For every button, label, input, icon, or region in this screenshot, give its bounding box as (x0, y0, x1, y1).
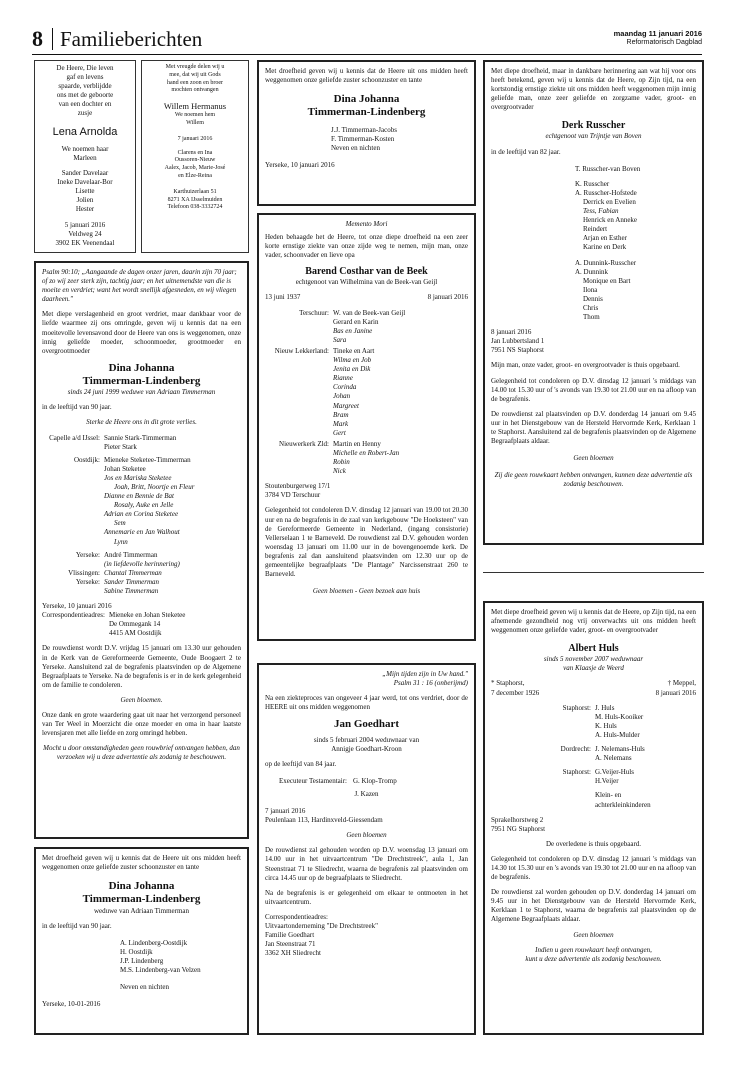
albert-born-place: * Staphorst, (491, 679, 525, 688)
dina1-psalm-quote: Psalm 90:10; „Aangaande de dagen onzer jaren, daarin zijn 70 jaar; of zo wij zeer sterk zijn, tachtig jaar; en het uitnemendste van die is moeite en verdriet; want het wordt snellijk afgesneden, en wij vliegen daarheen." (42, 268, 237, 304)
albert-family: Staphorst: J. Huls M. Huls-Kooiker K. Huls A. Huls-Mulder Dordrecht: J. Nelemans-Huls A. Nelemans Staphorst: G.Veijer-Huls H.Veijer Klein- en achterkleinkinderen (560, 703, 651, 809)
notice-dina-timmerman-lindenberg-family: Met droefheid geven wij u kennis dat de Heere uit ons midden heeft weggenomen onze geliefde zuster schoonzuster en tante Dina Johanna Timmerman-Lindenberg weduwe van Adriaan Timmerman in de leeftijd van 90 jaar. A. Lindenberg-Oostdijk H. Oostdijk J.P. Lindenberg M.S. Lindenberg-van Velzen Neven en nichten Yerseke, 10-01-2016 (34, 847, 249, 1035)
dina3-signers: A. Lindenberg-Oostdijk H. Oostdijk J.P. Lindenberg M.S. Lindenberg-van Velzen (120, 938, 201, 975)
dina2-signers: J.J. Timmerman-Jacobs F. Timmerman-Kosten Neven en nichten (331, 125, 397, 152)
dina1-intro: Met diepe verslagenheid en groot verdriet, maar dankbaar voor de liefde waarmee zij ons omringde, geven wij u kennis dat na een moeitevolle levensavond door de Heere van ons is weggenomen, onze innig geliefde moeder, schoonmoeder, grootmoeder en overgrootmoeder (42, 310, 241, 355)
dina1-correspondence: Correspondentieadres: Mieneke en Johan Steketee De Ommegank 14 4415 AM Oostdijk (42, 611, 186, 638)
derk-address: 8 januari 2016 Jan Lubbertsland 1 7951 NS Staphorst (491, 328, 545, 355)
jan-address: 7 januari 2016 Peulenlaan 113, Hardinxveld-Giessendam (265, 807, 383, 825)
page-number: 8 (32, 26, 43, 51)
dina3-name: Dina Johanna Timmerman-Lindenberg (82, 880, 201, 906)
albert-name: Albert Huls (568, 643, 619, 655)
notice-derk-russcher: Met diepe droefheid, maar in dankbare herinnering aan wat hij voor ons heeft betekend, geven wij u kennis dat de Heere, op Zijn tijd, na een kortstondig ernstige ziekte uit ons midden heeft weggenomen mijn innig geliefde man, onze zeer geliefde en zorgzame vader, groot- en overgrootvader Derk Russcher echtgenoot van Trijntje van Boven in de leeftijd van 82 jaar. T. Russcher-van Boven K. Russcher A. Russcher-Hofstede Derrick en Evelien Tess, Fabian Henrick en Anneke Reindert Arjan en Esther Karine en Derk A. Dunnink-Russcher A. Dunnink Monique en Bart Ilona Dennis Chris Thom 8 januari 2016 Jan Lubbertsland 1 7951 NS Staphorst Mijn man, onze vader, groot- en overgrootvader is thuis opgebaard. Gelegenheid tot condoleren op D.V. dinsdag 12 januari 's middags van 14.00 tot 15.30 uur of 's avonds van 19.30 tot 21.00 uur en na afloop van de begrafenis. De rouwdienst zal plaatsvinden op D.V. donderdag 14 januari om 9.45 uur in het Dienstgebouw van de Hersteld Hervormde Kerk, Kerklaan 1 te Staphorst. Aansluitend zal de begrafenis plaatsvinden op de Algemene Begraafplaats aldaar. Geen bloemen Zij die geen rouwkaart hebben ontvangen, kunnen deze advertentie als zodanig beschouwen. (483, 60, 704, 545)
notice-birth-willem: Met vreugde delen wij u mee, dat wij uit Gods hand een zoon en broer mochten ontvangen Willem Hermanus We noemen hem Willem 7 januari 2016 Clarens en Ina Oussoren-Nieuw Aalex, Jacob, Marie-José en Elze-Reina Karthuizerlaan 51 8271 XA IJsselmuiden Telefoon 038-3332724 (141, 60, 249, 253)
barend-family: Terschuur: W. van de Beek-van Geijl Gerard en Karin Bas en Janine Sara Nieuw Lekkerland: Tineke en Aart Wilma en Job Jenita en Dik Rianne Corinda Johan Margreet Bram Mark Gert Nieuwerkerk Zld: Martin en Henny Michelle en Robert-Jan Robin Nick (274, 308, 406, 476)
willem-name: Willem Hermanus (163, 101, 227, 112)
issue-date: maandag 11 januari 2016 (613, 29, 702, 38)
notice-dina-timmerman-siblings: Met droefheid geven wij u kennis dat de Heere uit ons midden heeft weggenomen onze geliefde zuster schoonzuster en tante Dina Johanna Timmerman-Lindenberg J.J. Timmerman-Jacobs F. Timmerman-Kosten Neven en nichten Yerseke, 10 januari 2016 (257, 60, 476, 206)
header-separator (52, 28, 53, 50)
notice-albert-huls: Met diepe droefheid geven wij u kennis dat de Heere, op Zijn tijd, na een afnemende gezondheid nog vrij onverwachts uit ons midden heeft weggenomen onze geliefde vader, groot- en overgrootvader Albert Huls sinds 5 november 2007 weduwnaar van Klaasje de Weerd * Staphorst, 7 december 1926 † Meppel, 8 januari 2016 Staphorst: J. Huls M. Huls-Kooiker K. Huls A. Huls-Mulder Dordrecht: J. Nelemans-Huls A. Nelemans Staphorst: G.Veijer-Huls H.Veijer Klein- en achterkleinkinderen Sprakelhorstweg 2 7951 NG Staphorst De overledene is thuis opgebaard. Gelegenheid tot condoleren op D.V. dinsdag 12 januari 's middags van 14.30 tot 15.30 uur en 's avonds van 19.30 tot 21.00 uur en na afloop van de begrafenis. De rouwdienst zal worden gehouden op D.V. donderdag 14 januari om 9.45 uur in het Dienstgebouw van de Hersteld Hervormde Kerk, Kerklaan 1 te Staphorst, waarna de begrafenis zal plaatsvinden op de Algemene Begraafplaats aldaar. Geen bloemen Indien u geen rouwkaart heeft ontvangen, kunt u deze advertentie als zodanig beschouwen. (483, 601, 704, 1035)
derk-name: Derk Russcher (561, 120, 626, 132)
willem-intro: Met vreugde delen wij u mee, dat wij uit Gods hand een zoon en broer mochten ontvangen (165, 64, 225, 94)
barend-address: Stoutenburgerweg 17/1 3784 VD Terschuur (265, 482, 331, 500)
notice-jan-goedhart: „Mijn tijden zijn in Uw hand." Psalm 31 : 16 (onberijmd) Na een ziekteproces van ongeveer 4 jaar werd, tot ons verdriet, door de HEERE uit ons midden weggenomen Jan Goedhart sinds 5 februari 2004 weduwnaar van Annigje Goedhart-Kroon op de leeftijd van 84 jaar. Executeur Testamentair: G. Klop-Tromp J. Kazen 7 januari 2016 Peulenlaan 113, Hardinxveld-Giessendam Geen bloemen De rouwdienst zal gehouden worden op D.V. woensdag 13 januari om 14.00 uur in het uitvaartcentrum "De Drechtstreek", aula 1, Jan Steenstraat 71 te Sliedrecht, waarna de begrafenis zal plaatsvinden om circa 14.45 uur op de begraafplaats te Sliedrecht. Na de begrafenis is er gelegenheid om elkaar te ontmoeten in het uitvaartcentrum. Correspondentieadres: Uitvaartonderneming "De Drechtstreek" Familie Goedhart Jan Steenstraat 71 3362 XH Sliedrecht (257, 663, 476, 1035)
dina2-name: Dina Johanna Timmerman-Lindenberg (307, 93, 426, 119)
lena-parents: Sander Davelaar Ineke Davelaar-Bor Lisette Jolien Hester (57, 169, 113, 214)
barend-born: 13 juni 1937 (265, 293, 301, 302)
willem-family: Clarens en Ina Oussoren-Nieuw Aalex, Jacob, Marie-José en Elze-Reina (164, 149, 226, 180)
albert-born-date: 7 december 1926 (491, 688, 540, 697)
lena-name: Lena Arnolda (52, 125, 118, 138)
notice-barend-van-de-beek: Memento Mori Heden behaagde het de Heere, tot onze diepe droefheid na een zeer korte ernstige ziekte van onze zijde weg te nemen, mijn man, onze vader, schoonvader en lieve opa Barend Costhar van de Beek echtgenoot van Wilhelmina van de Beek-van Geijl 13 juni 1937 8 januari 2016 Terschuur: W. van de Beek-van Geijl Gerard en Karin Bas en Janine Sara Nieuw Lekkerland: Tineke en Aart Wilma en Job Jenita en Dik Rianne Corinda Johan Margreet Bram Mark Gert Nieuwerkerk Zld: Martin en Henny Michelle en Robert-Jan Robin Nick Stoutenburgerweg 17/1 3784 VD Terschuur Gelegenheid tot condoleren D.V. dinsdag 12 januari van 19.00 tot 20.30 uur en na de begrafenis in de zaal van kerkgebouw "De Hoeksteen" van de Gereformeerde Gemeente in Nederland, (ingang consistorie) Vellerselaan 1 te Barneveld. De rouwdienst zal D.V. gehouden worden woensdag 13 januari om 11.00 uur in de bovengenoemde kerk. De begrafenis zal dan aansluitend plaatsvinden om 12.30 uur op de gemeentelijke begraafplaats "De Plantage" Narcissenstraat 260 te Barneveld. Geen bloemen - Geen bezoek aan huis (257, 213, 476, 641)
derk-family: T. Russcher-van Boven K. Russcher A. Russcher-Hofstede Derrick en Evelien Tess, Fabian Henrick en Anneke Reindert Arjan en Esther Karine en Derk A. Dunnink-Russcher A. Dunnink Monique en Bart Ilona Dennis Chris Thom (575, 164, 641, 322)
dina1-name: Dina Johanna Timmerman-Lindenberg (82, 361, 201, 388)
barend-name: Barend Costhar van de Beek (305, 266, 428, 278)
page-header (32, 24, 702, 58)
albert-died-date: 8 januari 2016 (655, 688, 696, 697)
newspaper-name: Reformatorisch Dagblad (626, 39, 702, 46)
jan-correspondence: Correspondentieadres: Uitvaartonderneming "De Drechtstreek" Familie Goedhart Jan Steenstraat 71 3362 XH Sliedrecht (265, 912, 379, 958)
albert-address: Sprakelhorstweg 2 7951 NG Staphorst (491, 815, 546, 833)
albert-died-place: † Meppel, (667, 679, 696, 688)
lena-address: 5 januari 2016 Veldweg 24 3902 EK Veenendaal (55, 220, 115, 247)
dina1-family: Capelle a/d IJssel: Sannie Stark-Timmerman Pieter Stark Oostdijk: Mieneke Steketee-Timmerman Johan Steketee Jos en Mariska Steketee Joah, Britt, Noortje en Fleur Dianne en Bennie de Bat Rosaly, Auke en Jelle Adrian en Corina Steketee Sem Annemarie en Jan Walhout Lynn Yerseke: André Timmerman (in liefdevolle herinnering) Vlissingen: Chantal Timmerman Yerseke: Sander Timmerman Sabine Timmerman (49, 433, 195, 595)
notice-birth-lena: De Heere, Die leven gaf en levens spaarde, verblijdde ons met de geboorte van een dochter en zusje Lena Arnolda We noemen haar Marleen Sander Davelaar Ineke Davelaar-Bor Lisette Jolien Hester 5 januari 2016 Veldweg 24 3902 EK Veenendaal (34, 60, 136, 253)
section-title: Familieberichten (60, 27, 203, 51)
lena-intro: De Heere, Die leven gaf en levens spaarde, verblijdde ons met de geboorte van een dochter en zusje (56, 64, 114, 118)
header-rule (32, 54, 702, 55)
jan-name: Jan Goedhart (333, 718, 400, 731)
column-divider (483, 572, 704, 573)
willem-address: Karthuizerlaan 51 8271 XA IJsselmuiden Telefoon 038-3332724 (167, 188, 223, 211)
notice-dina-timmerman-main: Psalm 90:10; „Aangaande de dagen onzer jaren, daarin zijn 70 jaar; of zo wij zeer sterk zijn, tachtig jaar; en het uitnemendste van die is moeite en verdriet; want het wordt snellijk afgesneden, en wij vliegen daarheen." Met diepe verslagenheid en groot verdriet, maar dankbaar voor de liefde waarmee zij ons omringde, geven wij u kennis dat na een moeitevolle levensavond door de Heere van ons is weggenomen, onze innig geliefde moeder, schoonmoeder, grootmoeder en overgrootmoeder Dina Johanna Timmerman-Lindenberg sinds 24 juni 1999 weduwe van Adriaan Timmerman in de leeftijd van 90 jaar. Sterke de Heere ons in dit grote verlies. Capelle a/d IJssel: Sannie Stark-Timmerman Pieter Stark Oostdijk: Mieneke Steketee-Timmerman Johan Steketee Jos en Mariska Steketee Joah, Britt, Noortje en Fleur Dianne en Bennie de Bat Rosaly, Auke en Jelle Adrian en Corina Steketee Sem Annemarie en Jan Walhout Lynn Yerseke: André Timmerman (in liefdevolle herinnering) Vlissingen: Chantal Timmerman Yerseke: Sander Timmerman Sabine Timmerman Yerseke, 10 januari 2016 Correspondentieadres: Mieneke en Johan Steketee De Ommegank 14 4415 AM Oostdijk De rouwdienst wordt D.V. vrijdag 15 januari om 13.30 uur gehouden in de Kerk van de Gereformeerde Gemeente, Oude Boogaert 2 te Yerseke. Aansluitend zal de begrafenis plaatsvinden op de Algemene Begraafplaats te Yerseke. Na de begrafenis is er in de kerk gelegenheid om de familie te condoleren. Geen bloemen. Onze dank en grote waardering gaat uit naar het verzorgend personeel van Ter Weel in Moerzicht die onze moeder en oma in haar laatste levensjaren met alle liefde en zorg omringd hebben. Mocht u door omstandigheden geen rouwbrief ontvangen hebben, dan verzoeken wij u deze advertentie als zodanig te beschouwen. (34, 261, 249, 839)
barend-died: 8 januari 2016 (427, 293, 468, 302)
